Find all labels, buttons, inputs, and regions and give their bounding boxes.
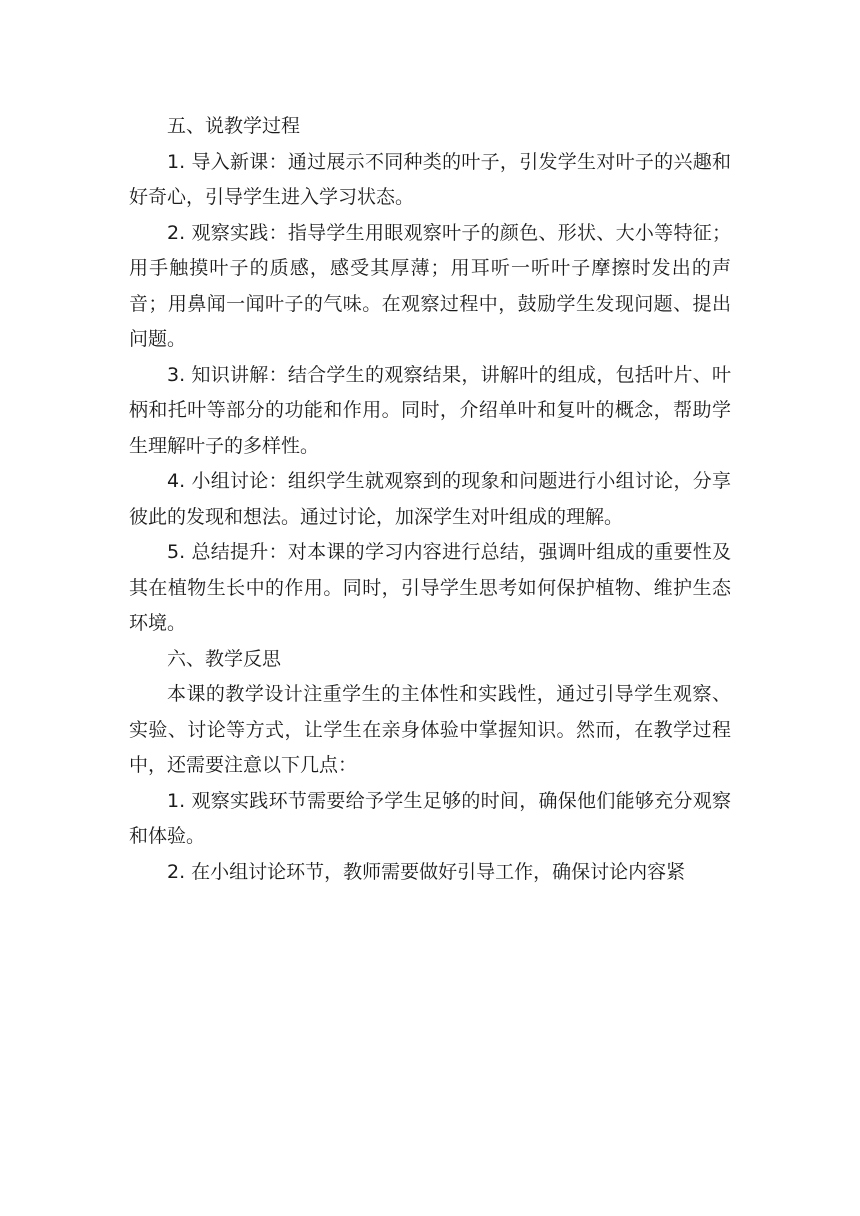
process-item-1: 1. 导入新课：通过展示不同种类的叶子，引发学生对叶子的兴趣和好奇心，引导学生进入学习状态。	[129, 150, 731, 208]
section-heading-teaching-reflection: 六、教学反思	[167, 647, 282, 670]
document-body	[129, 109, 731, 890]
process-item-3: 3. 知识讲解：结合学生的观察结果，讲解叶的组成，包括叶片、叶柄和托叶等部分的功能和作用。同时，介绍单叶和复叶的概念，帮助学生理解叶子的多样性。	[129, 363, 731, 457]
process-item-4: 4. 小组讨论：组织学生就观察到的现象和问题进行小组讨论，分享彼此的发现和想法。通过讨论，加深学生对叶组成的理解。	[129, 470, 731, 528]
reflection-item-1: 1. 观察实践环节需要给予学生足够的时间，确保他们能够充分观察和体验。	[129, 789, 731, 847]
process-item-2: 2. 观察实践：指导学生用眼观察叶子的颜色、形状、大小等特征；用手触摸叶子的质感，感受其厚薄；用耳听一听叶子摩擦时发出的声音；用鼻闻一闻叶子的气味。在观察过程中，鼓励学生发现问题、提出问题。	[129, 221, 731, 350]
reflection-item-2: 2. 在小组讨论环节，教师需要做好引导工作，确保讨论内容紧	[167, 860, 686, 883]
process-item-5: 5. 总结提升：对本课的学习内容进行总结，强调叶组成的重要性及其在植物生长中的作用。同时，引导学生思考如何保护植物、维护生态环境。	[129, 541, 731, 634]
section-heading-teaching-process: 五、说教学过程	[167, 115, 301, 137]
reflection-intro: 本课的教学设计注重学生的主体性和实践性，通过引导学生观察、实验、讨论等方式，让学生在亲身体验中掌握知识。然而，在教学过程中，还需要注意以下几点：	[129, 683, 731, 776]
